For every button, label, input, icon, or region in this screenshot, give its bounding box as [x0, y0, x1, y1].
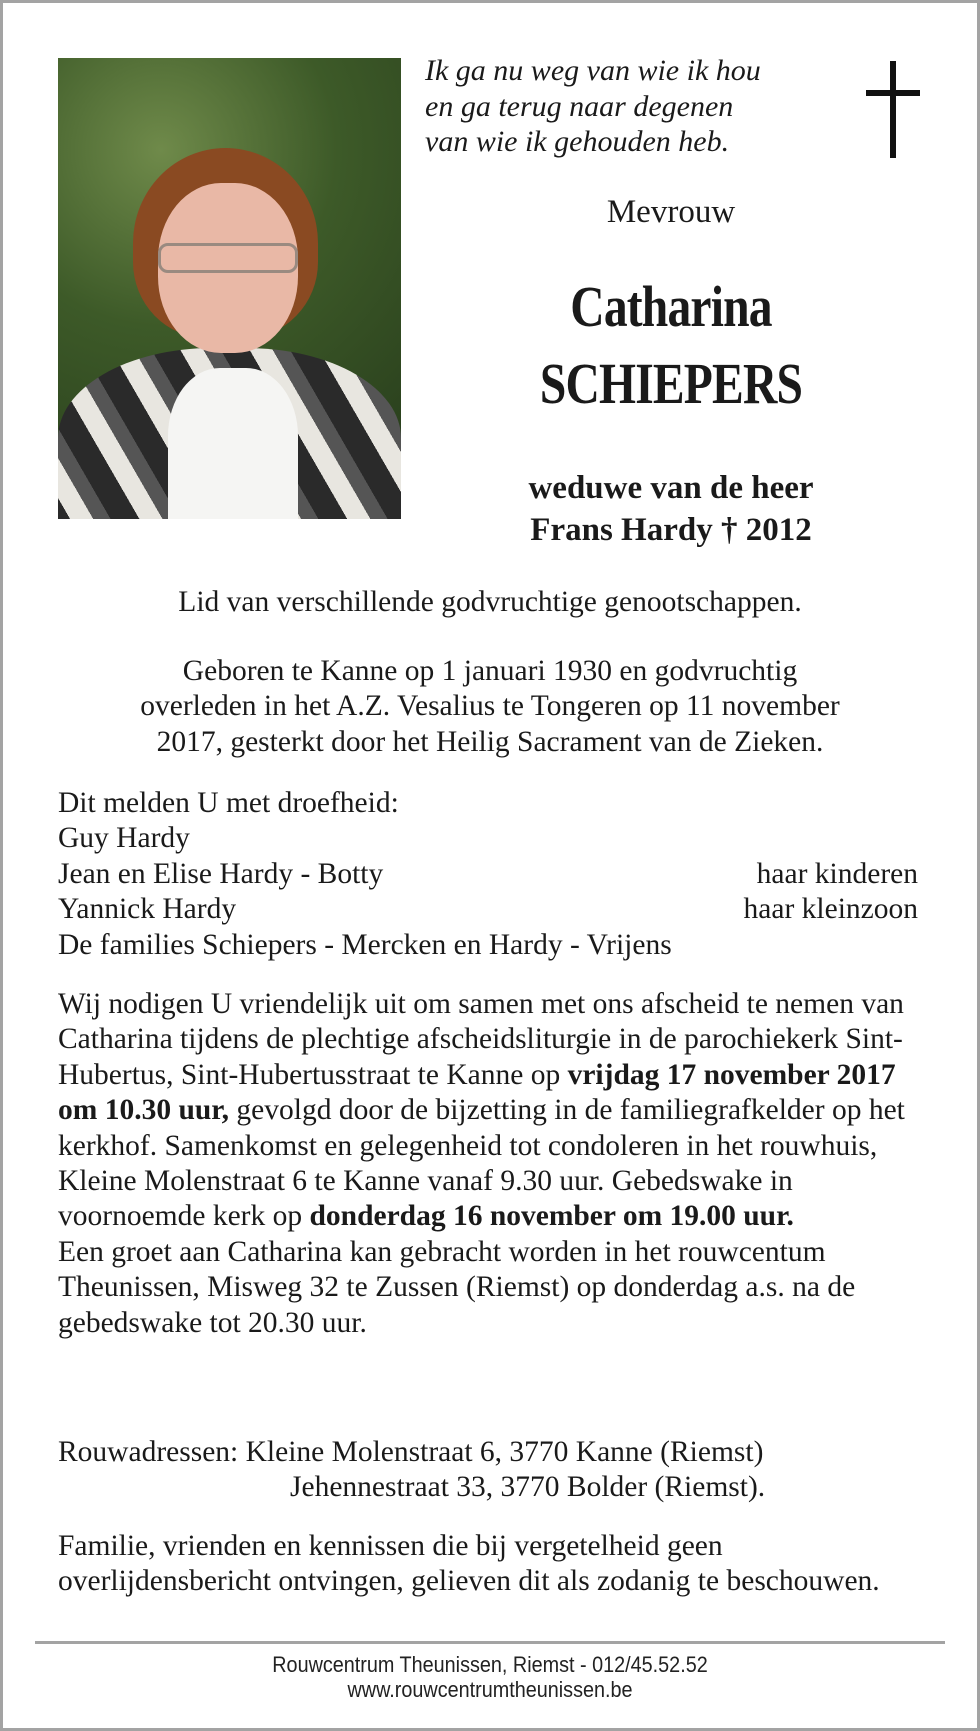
member-relation: haar kinderen: [756, 857, 918, 890]
cross-icon: [866, 61, 920, 158]
vigil-datetime: donderdag 16 november om 19.00 uur.: [309, 1200, 794, 1233]
addresses: [58, 1435, 918, 1506]
poem-line: en ga terug naar degenen: [425, 89, 734, 123]
divider: [35, 1641, 945, 1644]
funeral-datetime: vrijdag 17 november 2017 om 10.30 uur,: [58, 1058, 896, 1127]
poem-line: Ik ga nu weg van wie ik hou: [425, 54, 761, 87]
member-name: Yannick Hardy: [58, 893, 237, 926]
widow-line: weduwe van de heer: [528, 470, 814, 506]
birth-death-line: overleden in het A.Z. Vesalius te Tongeren op 11 november: [140, 690, 840, 723]
member-name: Guy Hardy: [58, 822, 190, 855]
invitation-text: Wij nodigen U vriendelijk uit om samen met ons afscheid te nemen van Catharina tijdens de plechtige afscheidsliturgie in de parochiekerk Sint-Hubertus, Sint-Hubertusstraat te Kanne op: [58, 988, 904, 1091]
invitation-text: gevolgd door de bijzetting in de familiegrafkelder op het kerkhof. Samenkomst en gelegenheid tot condoleren in het rouwhuis, Kleine Molenstraat 6 te Kanne vanaf 9.30 uur. Gebedswake in voornoemde kerk op: [58, 1094, 905, 1233]
member-name: Jean en Elise Hardy - Botty: [58, 857, 384, 890]
address: Jehennestraat 33, 3770 Bolder (Riemst).: [290, 1471, 766, 1504]
title: Mevrouw: [606, 194, 736, 230]
first-name: Catharina: [570, 274, 772, 339]
family-intro: Dit melden U met droefheid:: [58, 787, 399, 819]
member-relation: haar kleinzoon: [743, 893, 918, 926]
invitation-paragraph: [58, 987, 918, 1235]
address: Kleine Molenstraat 6, 3770 Kanne (Riemst): [245, 1436, 764, 1468]
family-list: [58, 786, 918, 963]
widow-of: [440, 467, 902, 551]
last-name: SCHIEPERS: [539, 351, 803, 416]
family-member: [58, 928, 918, 963]
closing-note: Familie, vrienden en kennissen die bij vergetelheid geen overlijdensbericht ontvingen, gelieven dit als zodanig te beschouwen.: [58, 1530, 880, 1598]
member-name: De families Schiepers - Mercken en Hardy - Vrijens: [58, 928, 672, 961]
family-member: [58, 892, 918, 927]
portrait-photo: [58, 58, 401, 519]
birth-death-line: 2017, gesterkt door het Heilig Sacrament van de Zieken.: [156, 725, 824, 758]
invitation: [58, 987, 918, 1341]
poem: [425, 53, 761, 160]
funeral-home-website[interactable]: www.rouwcentrumtheunissen.be: [347, 1677, 633, 1702]
birth-death: [30, 654, 950, 760]
footer: [49, 1652, 931, 1702]
addresses-label: Rouwadressen:: [58, 1436, 239, 1468]
visitation-text: Een groet aan Catharina kan gebracht worden in het rouwcentum Theunissen, Misweg 32 te Zussen (Riemst) op donderdag a.s. na de gebedswake tot 20.30 uur.: [58, 1235, 856, 1339]
poem-line: van wie ik gehouden heb.: [425, 125, 730, 158]
family-member: [58, 821, 918, 856]
funeral-home-contact: Rouwcentrum Theunissen, Riemst - 012/45.52.52: [272, 1652, 708, 1677]
family-member: [58, 857, 918, 892]
birth-death-line: Geboren te Kanne op 1 januari 1930 en godvruchtig: [182, 655, 798, 687]
spouse-line: Frans Hardy † 2012: [530, 512, 812, 548]
membership: Lid van verschillende godvruchtige genootschappen.: [178, 586, 802, 618]
